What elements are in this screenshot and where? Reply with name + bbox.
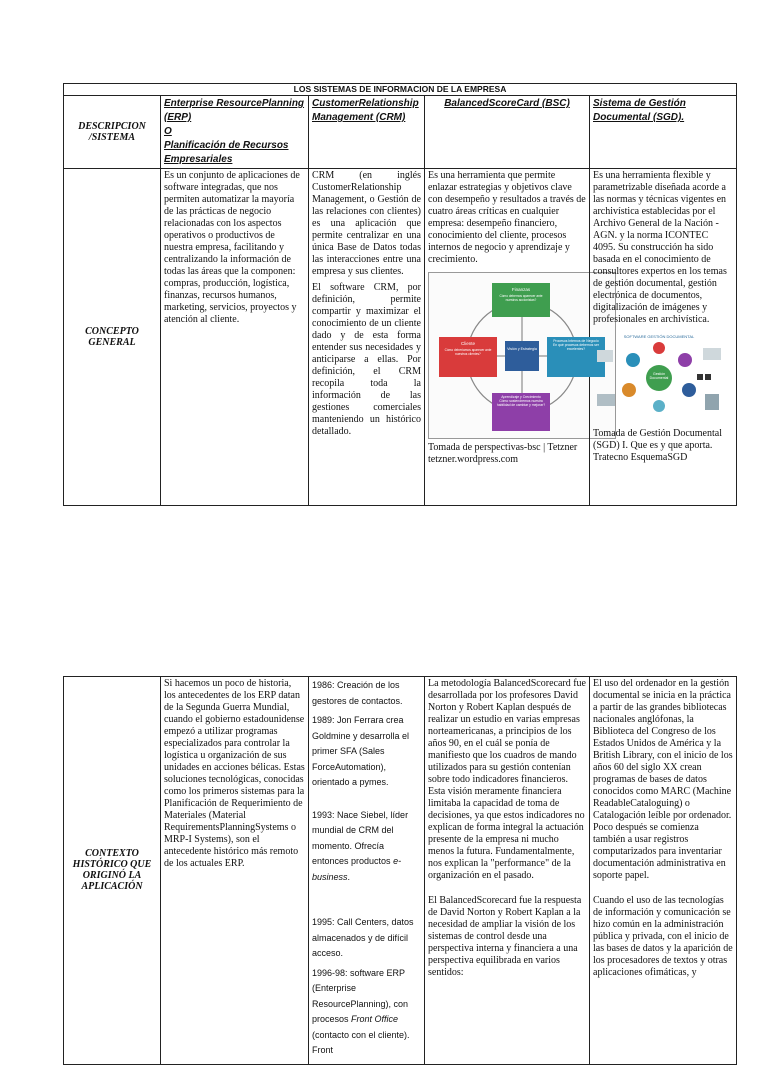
- contexto-table: [63, 676, 737, 1065]
- bsc-cliente-box: Cliente Cómo deberíamos aparecer ante nuestros clientes?: [439, 337, 497, 377]
- svg-text:Finanzas: Finanzas: [511, 287, 531, 292]
- bsc-contexto: [425, 677, 590, 1065]
- col-header-erp: [161, 96, 309, 169]
- table-title: LOS SISTEMAS DE INFORMACION DE LA EMPRESA: [64, 84, 737, 96]
- sgd-contexto-p1: El uso del ordenador en la gestión documental se inicia en la práctica a partir de las grandes bibliotecas nacionales anglófonas, la Biblioteca del Congreso de los Estados Unidos de América y la British Library, con el inicio de los años 60 del siglo XX crean programas de bases de datos conocidos como MARC (Machine ReadableCataloguing) o Catalogación leíble por ordenador. Poco después se comienza también a usar registros computarizados para inventariar documentación administrativa en soporte papel.: [593, 678, 733, 881]
- col-header-crm: CustomerRelationship Management (CRM): [309, 96, 425, 169]
- erp-subtitle: Planificación de Recursos Empresariales: [164, 140, 289, 165]
- bsc-concepto: [425, 169, 599, 506]
- bsc-contexto-p2: Esta visión meramente financiera limitaba la capacidad de toma de decisiones, ya que estos indicadores no explican de forma integral la actuación presente de la empresa ni mucho menos la futura. Fundamentalmente, nos explican la "performance" de la organización en el pasado.: [428, 786, 585, 881]
- bsc-vision-box: Visión y Estrategia: [505, 341, 539, 371]
- sgd-contexto-p2: Cuando el uso de las tecnologías de información y comunicación se hizo común en la administración pública y privada, con el inicio de las bases de datos y la aparición de los procesadores de textos y otras aplicaciones ofimáticas, y: [593, 895, 733, 978]
- systems-table: [63, 83, 737, 506]
- bsc-image-caption: Tomada de perspectivas-bsc | Tetzner tetzner.wordpress.com: [428, 442, 578, 465]
- bsc-diagram-image: [428, 272, 616, 439]
- bsc-concepto-text: Es una herramienta que permite enlazar estrategias y objetivos clave con desempeño y resultados a través de cuatro áreas críticas en cualquier empresa: desempeño financiero, conocimiento del cliente, procesos internos de negocio y aprendizaje y crecimiento.: [428, 170, 586, 265]
- crm-1996: 1996-98: software ERP (Enterprise ResourcePlanning), con procesos Front Office (contacto con el cliente). Front: [312, 967, 410, 1055]
- crm-concepto-p2: El software CRM, por definición, permite compartir y maximizar el conocimiento de un cliente dado y de esta forma entender sus necesidades y anticiparse a ellas. Por definición, el CRM recopila toda la información de las gestiones comerciales manteniendo un histórico detallado.: [312, 282, 421, 437]
- row-label-contexto: CONTEXTO HISTÓRICO QUE ORIGINÓ LA APLICACIÓN: [64, 677, 161, 1065]
- sgd-image-caption: Tomada de Gestión Documental (SGD) I. Que es y que aporta. Tratecno EsquemaSGD: [593, 428, 722, 463]
- sgd-concepto-text: Es una herramienta flexible y parametrizable diseñada acorde a las normas y técnicas vigentes en archivística establecidas por el Archivo General de la Nación - AGN. y la norma ICONTEC 4095. Su construcción ha sido basada en el conocimiento de consultores expertos en los temas de gestión documental, gestión electrónica de documentos, digitalización de imágenes y profesionales en archivística.: [593, 170, 727, 325]
- sgd-diagram-image: SOFTWARE GESTIÓN DOCUMENTAL Gestión Documental: [593, 330, 725, 422]
- crm-1989: 1989: Jon Ferrara crea Goldmine y desarrolla el primer SFA (Sales ForceAutomation), orientado a pymes.: [312, 715, 410, 787]
- bsc-aprendizaje-box: Aprendizaje y CrecimientoCómo sostendremos nuestra habilidad de cambiar y mejorar?: [492, 393, 550, 431]
- col-header-sgd: Sistema de Gestión Documental (SGD).: [590, 96, 737, 169]
- crm-1995: 1995: Call Centers, datos almacenados y de difícil acceso.: [312, 917, 414, 958]
- sgd-concepto: [590, 169, 737, 506]
- crm-concepto-p1: CRM (en inglés CustomerRelationship Management, o Gestión de las relaciones con clientes) es una aplicación que permite centralizar en una única Base de Datos todas las interacciones entre una empresa y sus clientes.: [312, 170, 421, 277]
- erp-title: Enterprise ResourcePlanning (ERP): [164, 98, 305, 123]
- bsc-finanzas-box: Finanzas Cómo debemos aparecer ante nuestros accionistas?: [492, 283, 550, 317]
- row-label-descripcion: DESCRIPCION /SISTEMA: [64, 96, 161, 169]
- bsc-procesos-box: Procesos Internos de NegocioEn qué procesos debemos ser excelentes?: [547, 337, 605, 377]
- bsc-contexto-p3: El BalancedScorecard fue la respuesta de David Norton y Robert Kaplan a la necesidad de ampliar la visión de los sistemas de control desde una perspectiva interna y financiera a una perspectiva equilibrada en varios sentidos:: [428, 895, 582, 978]
- crm-1993: 1993: Nace Siebel, líder mundial de CRM del momento. Ofrecía entonces productos e-business.: [312, 809, 409, 882]
- crm-contexto: [309, 677, 425, 1065]
- erp-or: O: [164, 126, 172, 137]
- svg-text:Cliente: Cliente: [460, 341, 476, 346]
- bsc-contexto-p1: La metodología BalancedScorecard fue desarrollada por los profesores David Norton y Robert Kaplan después de realizar un estudio en varias empresas norteamericanas, a principios de los años 90, en el cuál se ponía de manifiesto que los cuadros de mando utilizados para su gestión contenían sobre todo indicadores financieros.: [428, 678, 586, 785]
- sgd-contexto: [590, 677, 737, 1065]
- col-header-bsc: BalancedScoreCard (BSC): [425, 96, 590, 169]
- svg-text:SOFTWARE GESTIÓN DOCUMENTAL: SOFTWARE GESTIÓN DOCUMENTAL: [623, 334, 695, 339]
- crm-concepto: [309, 169, 425, 506]
- erp-concepto: Es un conjunto de aplicaciones de software integradas, que nos permiten automatizar la mayoría de las prácticas de negocio relacionadas con los aspectos operativos o productivos de nuestra empresa, facilitando y centralizando la información de todas las áreas que la componen: compras, producción, logística, finanzas, recursos humanos, marketing, servicios, proyectos y atención al cliente.: [161, 169, 309, 506]
- erp-contexto: Si hacemos un poco de historia, los antecedentes de los ERP datan de la Segunda Guerra Mundial, cuando el gobierno estadounidense empezó a utilizar programas especializados para controlar la logística u organización de sus unidades en acciones bélicas. Estas soluciones tecnológicas, conocidas como los primeros sistemas para la Planificación de Requerimiento de Materiales (Material RequirementsPlanningSystems o MRP-I Systems), son el antecedente histórico más remoto de los actuales ERP.: [161, 677, 309, 1065]
- row-label-concepto: CONCEPTO GENERAL: [64, 169, 161, 506]
- crm-1986: 1986: Creación de los gestores de contactos.: [312, 680, 403, 706]
